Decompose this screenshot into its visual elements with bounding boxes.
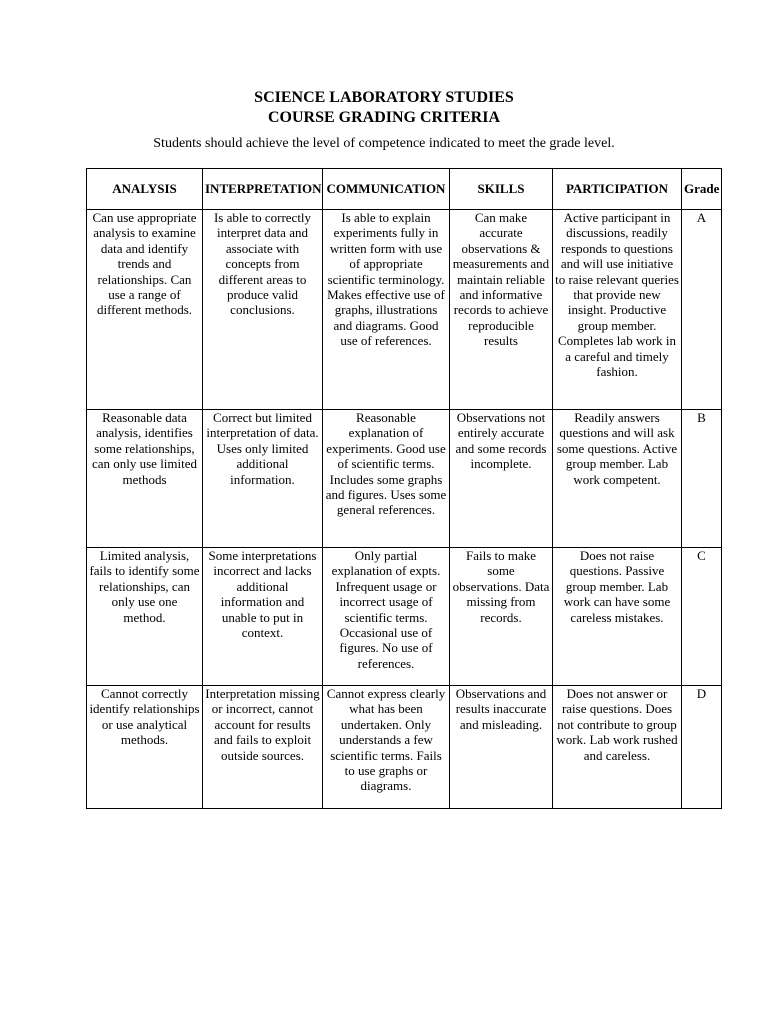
document-title-line-1: SCIENCE LABORATORY STUDIES xyxy=(254,89,514,106)
skills-cell: Observations and results inaccurate and misleading. xyxy=(450,686,553,809)
header-communication: COMMUNICATION xyxy=(323,169,450,210)
document-title-line-2: COURSE GRADING CRITERIA xyxy=(267,109,501,126)
header-skills: SKILLS xyxy=(450,169,553,210)
analysis-cell: Reasonable data analysis, identifies some relationships, can only use limited methods xyxy=(87,410,203,548)
skills-cell: Fails to make some observations. Data missing from records. xyxy=(450,548,553,686)
participation-cell: Does not raise questions. Passive group member. Lab work can have some careless mistakes. xyxy=(553,548,682,686)
skills-cell: Can make accurate observations & measurements and maintain reliable and informative records to achieve reproducible results xyxy=(450,210,553,410)
table-row xyxy=(87,410,722,548)
table-row xyxy=(87,686,722,809)
grade-cell: B xyxy=(682,410,722,548)
communication-cell: Is able to explain experiments fully in written form with use of appropriate scientific terminology. Makes effective use of graphs, illustrations and diagrams. Good use of references. xyxy=(323,210,450,410)
participation-cell: Active participant in discussions, readily responds to questions and will use initiative to raise relevant queries that provide new insight. Productive group member. Completes lab work in a careful and timely fashion. xyxy=(553,210,682,410)
grade-cell: A xyxy=(682,210,722,410)
header-interpretation: INTERPRETATION xyxy=(203,169,323,210)
header-analysis: ANALYSIS xyxy=(87,169,203,210)
header-participation: PARTICIPATION xyxy=(553,169,682,210)
header-grade: Grade xyxy=(682,169,722,210)
document-subtitle: Students should achieve the level of competence indicated to meet the grade level. xyxy=(153,136,615,151)
participation-cell: Does not answer or raise questions. Does not contribute to group work. Lab work rushed and careless. xyxy=(553,686,682,809)
interpretation-cell: Is able to correctly interpret data and associate with concepts from different areas to produce valid conclusions. xyxy=(203,210,323,410)
interpretation-cell: Correct but limited interpretation of data. Uses only limited additional information. xyxy=(203,410,323,548)
table-row xyxy=(87,210,722,410)
grading-criteria-table xyxy=(86,168,722,809)
participation-cell: Readily answers questions and will ask some questions. Active group member. Lab work competent. xyxy=(553,410,682,548)
skills-cell: Observations not entirely accurate and some records incomplete. xyxy=(450,410,553,548)
communication-cell: Only partial explanation of expts. Infrequent usage or incorrect usage of scientific terms. Occasional use of figures. No use of references. xyxy=(323,548,450,686)
analysis-cell: Cannot correctly identify relationships or use analytical methods. xyxy=(87,686,203,809)
communication-cell: Cannot express clearly what has been undertaken. Only understands a few scientific terms. Fails to use graphs or diagrams. xyxy=(323,686,450,809)
interpretation-cell: Interpretation missing or incorrect, cannot account for results and fails to exploit outside sources. xyxy=(203,686,323,809)
communication-cell: Reasonable explanation of experiments. Good use of scientific terms. Includes some graphs and figures. Uses some general references. xyxy=(323,410,450,548)
table-header-row xyxy=(87,169,722,210)
grade-cell: D xyxy=(682,686,722,809)
analysis-cell: Limited analysis, fails to identify some relationships, can only use one method. xyxy=(87,548,203,686)
interpretation-cell: Some interpretations incorrect and lacks additional information and unable to put in context. xyxy=(203,548,323,686)
table-row xyxy=(87,548,722,686)
grade-cell: C xyxy=(682,548,722,686)
analysis-cell: Can use appropriate analysis to examine data and identify trends and relationships. Can use a range of different methods. xyxy=(87,210,203,410)
